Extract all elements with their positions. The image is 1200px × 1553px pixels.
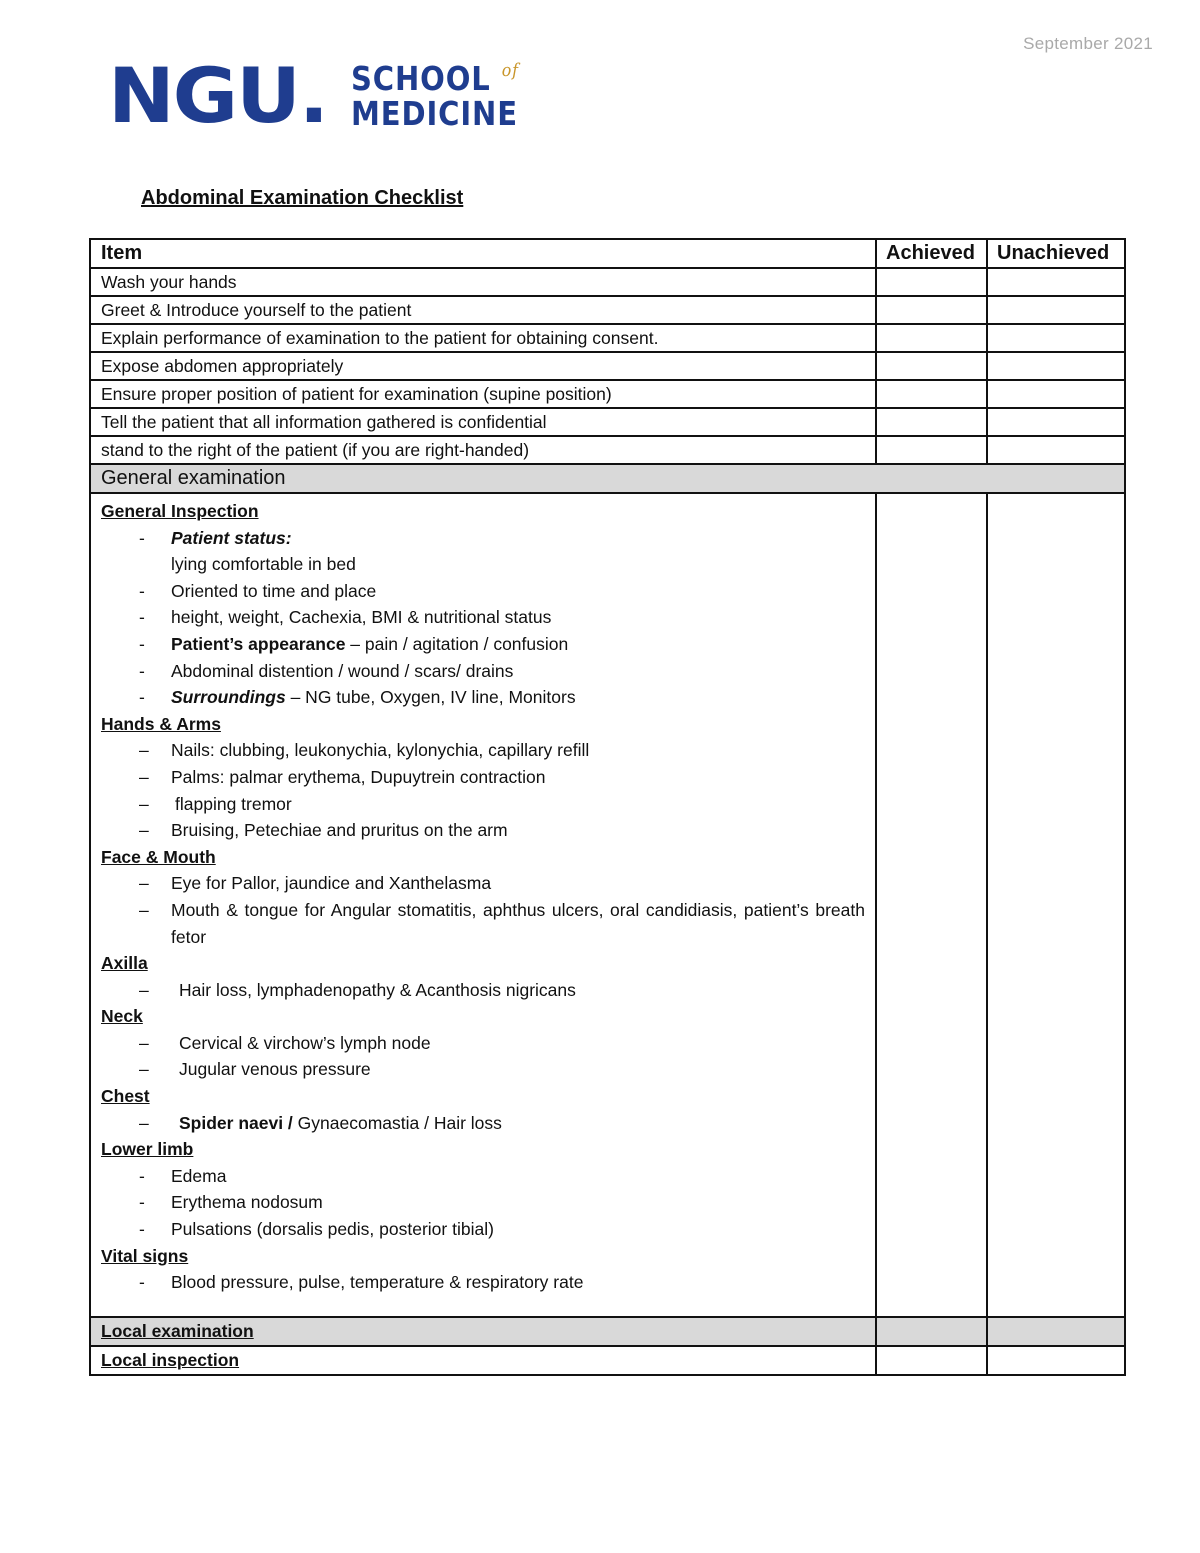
list-item: - Edema bbox=[139, 1165, 227, 1186]
page-title: Abdominal Examination Checklist bbox=[141, 187, 464, 209]
list-item: – Bruising, Petechiae and pruritus on the arm bbox=[139, 820, 508, 841]
list-item: - Patient status: bbox=[139, 527, 292, 548]
achieved-cell[interactable] bbox=[876, 436, 987, 464]
list-item: – flapping tremor bbox=[139, 793, 292, 814]
logo-medicine-word: MEDICINE bbox=[350, 93, 518, 133]
unachieved-cell[interactable] bbox=[987, 380, 1125, 408]
table-row bbox=[90, 324, 1125, 352]
list-item: - Abdominal distention / wound / scars/ drains bbox=[139, 660, 514, 681]
list-item: - Erythema nodosum bbox=[139, 1192, 323, 1213]
unachieved-cell[interactable] bbox=[987, 352, 1125, 380]
list-item: – Cervical & virchow’s lymph node bbox=[139, 1032, 431, 1053]
achieved-cell[interactable] bbox=[876, 493, 987, 1317]
subheading-general-inspection: General Inspection bbox=[101, 501, 259, 521]
list-item: - Pulsations (dorsalis pedis, posterior tibial) bbox=[139, 1219, 494, 1240]
logo-school-word: SCHOOL bbox=[350, 58, 491, 98]
general-examination-row bbox=[90, 493, 1125, 1317]
item-cell: Explain performance of examination to the patient for obtaining consent. bbox=[90, 324, 876, 352]
subheading-chest: Chest bbox=[101, 1086, 150, 1107]
list-item: - Surroundings – NG tube, Oxygen, IV line, Monitors bbox=[139, 687, 576, 708]
list-item: - Blood pressure, pulse, temperature & respiratory rate bbox=[139, 1272, 584, 1293]
logo-ngu-text: NGU. bbox=[108, 50, 328, 140]
list-item: - height, weight, Cachexia, BMI & nutritional status bbox=[139, 607, 552, 628]
ngu-school-of-medicine-logo bbox=[108, 50, 541, 140]
unachieved-cell[interactable] bbox=[987, 1346, 1125, 1375]
achieved-cell[interactable] bbox=[876, 352, 987, 380]
header-item: Item bbox=[90, 239, 876, 268]
item-cell: Ensure proper position of patient for examination (supine position) bbox=[90, 380, 876, 408]
list-item: – Spider naevi / Gynaecomastia / Hair loss bbox=[139, 1112, 502, 1133]
table-row bbox=[90, 436, 1125, 464]
unachieved-cell[interactable] bbox=[987, 324, 1125, 352]
list-item: – Palms: palmar erythema, Dupuytrein contraction bbox=[139, 766, 546, 787]
list-item: lying comfortable in bed bbox=[171, 554, 356, 575]
subheading-lower-limb: Lower limb bbox=[101, 1139, 194, 1160]
list-item: – Nails: clubbing, leukonychia, kylonychia, capillary refill bbox=[139, 740, 590, 761]
unachieved-cell[interactable] bbox=[987, 493, 1125, 1317]
table-row bbox=[90, 1346, 1125, 1375]
section-title-general-examination: General examination bbox=[90, 464, 1125, 493]
table-row bbox=[90, 408, 1125, 436]
subheading-axilla: Axilla bbox=[101, 953, 148, 974]
list-item: – Mouth & tongue for Angular stomatitis, aphthus ulcers, oral candidiasis, patient’s breath fetor bbox=[139, 899, 865, 947]
table-row bbox=[90, 268, 1125, 296]
subheading-vital-signs: Vital signs bbox=[101, 1245, 189, 1266]
section-row-local-examination bbox=[90, 1317, 1125, 1346]
unachieved-cell[interactable] bbox=[987, 268, 1125, 296]
logo-of-word: of bbox=[501, 59, 519, 81]
unachieved-cell[interactable] bbox=[987, 296, 1125, 324]
table-row bbox=[90, 352, 1125, 380]
item-cell: Greet & Introduce yourself to the patient bbox=[90, 296, 876, 324]
list-item: - Oriented to time and place bbox=[139, 580, 377, 601]
checklist-table bbox=[89, 238, 1126, 1376]
header-unachieved: Unachieved bbox=[987, 239, 1125, 268]
achieved-cell[interactable] bbox=[876, 268, 987, 296]
item-cell: Expose abdomen appropriately bbox=[90, 352, 876, 380]
subheading-neck: Neck bbox=[101, 1006, 143, 1027]
item-cell: Tell the patient that all information gathered is confidential bbox=[90, 408, 876, 436]
section-row-general-examination bbox=[90, 464, 1125, 493]
table-header-row bbox=[90, 239, 1125, 268]
item-cell: Wash your hands bbox=[90, 268, 876, 296]
header-achieved: Achieved bbox=[876, 239, 987, 268]
subheading-face-mouth: Face & Mouth bbox=[101, 846, 216, 867]
table-row bbox=[90, 296, 1125, 324]
unachieved-cell[interactable] bbox=[987, 436, 1125, 464]
list-item: – Eye for Pallor, jaundice and Xanthelasma bbox=[139, 873, 492, 894]
item-cell: stand to the right of the patient (if you are right-handed) bbox=[90, 436, 876, 464]
logo-school-text bbox=[350, 58, 542, 133]
section-title-local-examination: Local examination bbox=[90, 1317, 876, 1346]
achieved-cell[interactable] bbox=[876, 1346, 987, 1375]
achieved-cell[interactable] bbox=[876, 1317, 987, 1346]
unachieved-cell[interactable] bbox=[987, 1317, 1125, 1346]
list-item: - Patient’s appearance – pain / agitation / confusion bbox=[139, 633, 569, 654]
achieved-cell[interactable] bbox=[876, 324, 987, 352]
item-cell: Local inspection bbox=[90, 1346, 876, 1375]
document-date: September 2021 bbox=[1023, 34, 1153, 53]
achieved-cell[interactable] bbox=[876, 408, 987, 436]
general-examination-cell bbox=[90, 493, 876, 1317]
subheading-hands-arms: Hands & Arms bbox=[101, 713, 221, 734]
unachieved-cell[interactable] bbox=[987, 408, 1125, 436]
list-item: – Hair loss, lymphadenopathy & Acanthosis nigricans bbox=[139, 979, 576, 1000]
achieved-cell[interactable] bbox=[876, 296, 987, 324]
achieved-cell[interactable] bbox=[876, 380, 987, 408]
list-item: – Jugular venous pressure bbox=[139, 1059, 371, 1080]
table-row bbox=[90, 380, 1125, 408]
